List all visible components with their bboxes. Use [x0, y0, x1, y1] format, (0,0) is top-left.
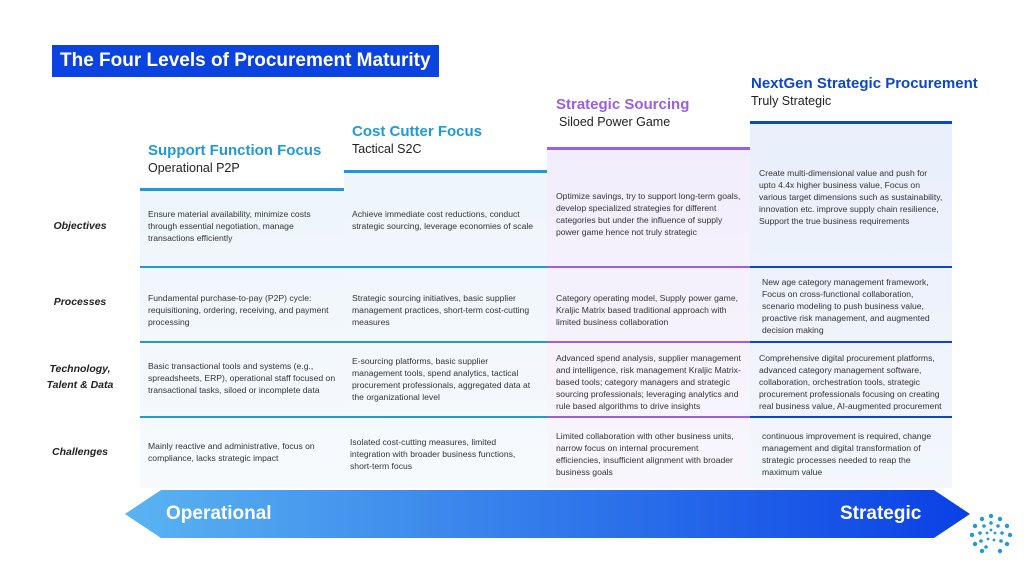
cell-objectives-4: Create multi-dimensional value and push for upto 4.4x higher business value, Focus on various target dimensions such as sustainability, innovation etc. improve supply chain resilience, Support the true business requirements	[759, 168, 943, 226]
arrow-label-strategic: Strategic	[840, 503, 922, 524]
row-divider-3	[547, 416, 750, 418]
column-top-line-3	[547, 147, 750, 150]
cell-processes-2: Strategic sourcing initiatives, basic supplier management practices, short-term cost-cutting measures	[352, 293, 530, 327]
column-heading: NextGen Strategic Procurement	[751, 75, 978, 92]
cell-technology-3: Advanced spend analysis, supplier management and intelligence, risk management Kraljic Matrix-based tools; category managers and strategic sourcing professionals; leveraging analytics and rule based algorithms to drive insights	[556, 353, 741, 411]
column-heading: Support Function Focus	[148, 142, 322, 159]
column-heading: Cost Cutter Focus	[352, 123, 483, 140]
row-label-objectives: Objectives	[53, 220, 107, 232]
page-title: The Four Levels of Procurement Maturity	[52, 45, 439, 77]
column-subheading: Tactical S2C	[352, 142, 422, 156]
cell-challenges-1: Mainly reactive and administrative, focus on compliance, lacks strategic impact	[148, 441, 315, 463]
column-subheading: Truly Strategic	[751, 94, 832, 108]
cell-challenges-4: continuous improvement is required, change management and digital transformation of strategic processes needed to reap the maximum value	[762, 431, 932, 477]
cell-challenges-3: Limited collaboration with other business units, narrow focus on internal procurement efficiencies, insufficient alignment with broader business goals	[556, 431, 734, 477]
column-header-1	[148, 142, 321, 176]
cell-objectives-3: Optimize savings, try to support long-term goals, develop specialized strategies for different categories but under the influence of supply power game hence not truly strategic	[556, 191, 741, 237]
row-divider-2	[547, 341, 750, 343]
row-divider-2	[750, 341, 952, 343]
column-top-line-2	[344, 170, 547, 173]
row-divider-1	[547, 266, 750, 268]
row-label-processes: Processes	[53, 296, 107, 308]
row-label-challenges: Challenges	[51, 446, 109, 458]
cell-processes-3: Category operating model, Supply power game, Kraljic Matrix based traditional approach with limited business collaboration	[556, 293, 739, 327]
column-header-4	[751, 75, 978, 109]
column-subheading: Operational P2P	[148, 161, 240, 175]
row-label-technology: Technology, Talent & Data	[46, 363, 114, 391]
column-top-line-1	[140, 188, 344, 191]
column-heading: Strategic Sourcing	[556, 96, 690, 113]
row-divider-1	[750, 266, 952, 268]
column-subheading: Siloed Power Game	[559, 115, 671, 129]
column-header-2	[352, 123, 482, 157]
cell-technology-1: Basic transactional tools and systems (e.g., spreadsheets, ERP), operational staff focused on transactional tasks, siloed or incomplete data	[148, 361, 336, 395]
cell-objectives-2: Achieve immediate cost reductions, conduct strategic sourcing, leverage economies of scale	[352, 209, 534, 231]
row-divider-3	[140, 416, 547, 418]
row-divider-2	[140, 341, 547, 343]
swirl-logo-icon	[966, 510, 1016, 560]
cell-processes-4: New age category management framework, Focus on cross-functional collaboration, scenario modeling to push business value, proactive risk management, and augmented decision making	[762, 277, 930, 335]
column-header-3	[556, 96, 689, 130]
cell-technology-4: Comprehensive digital procurement platforms, advanced category management software, collaboration, orchestration tools, strategic procurement professionals focusing on creating real business value, AI-augmented procurement	[759, 353, 942, 411]
cell-objectives-1: Ensure material availability, minimize costs through essential negotiation, manage transactions efficiently	[148, 209, 311, 243]
row-divider-1	[140, 266, 547, 268]
cell-processes-1: Fundamental purchase-to-pay (P2P) cycle: requisitioning, ordering, receiving, and payment processing	[148, 293, 329, 327]
row-divider-3	[750, 416, 952, 418]
arrow-label-operational: Operational	[166, 503, 272, 524]
cell-challenges-2: Isolated cost-cutting measures, limited integration with broader business functions, short-term focus	[350, 437, 516, 471]
cell-technology-2: E-sourcing platforms, basic supplier management tools, spend analytics, tactical procurement professionals, aggregated data at the organizational level	[352, 356, 531, 402]
column-top-line-4	[750, 121, 952, 124]
